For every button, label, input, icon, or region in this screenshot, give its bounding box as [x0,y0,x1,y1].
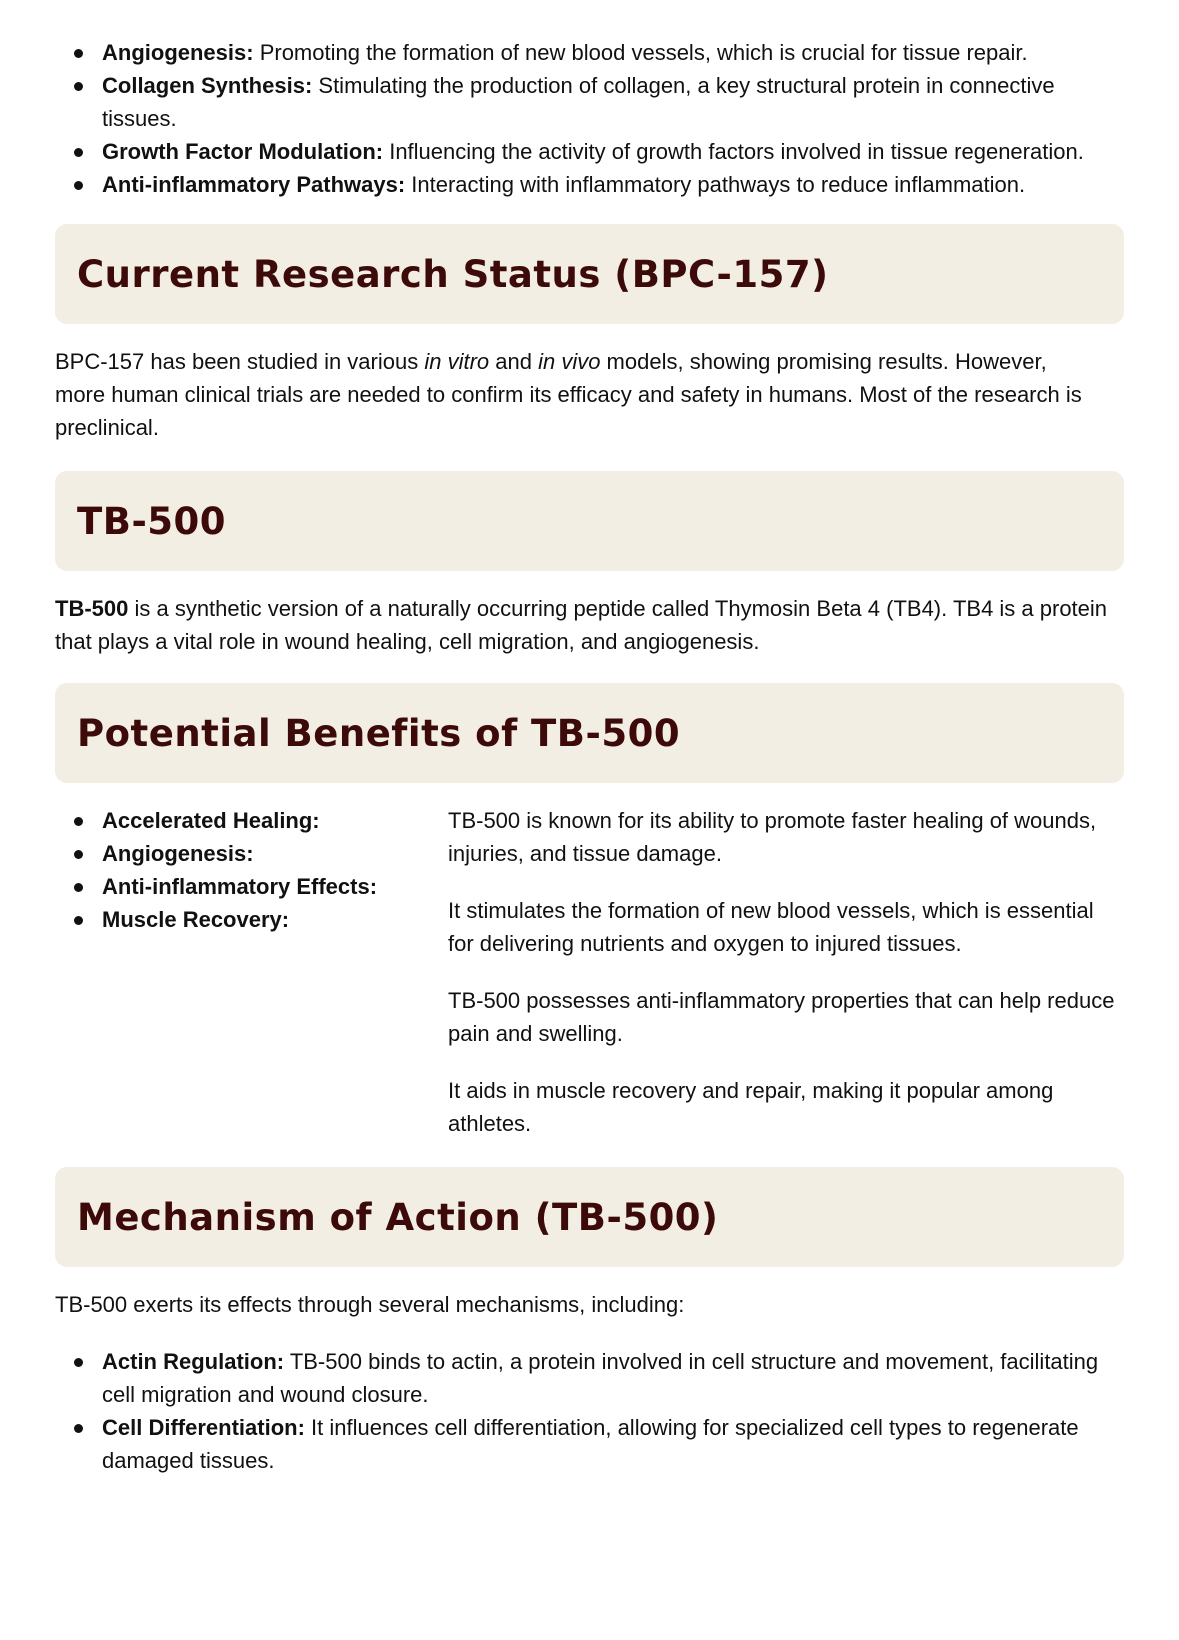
bold-term: TB-500 [55,596,129,621]
list-item-term: Anti-inflammatory Pathways: [102,172,406,197]
benefit-description: It stimulates the formation of new blood vessels, which is essential for delivering nutrients and oxygen to injured tissues. [448,898,1094,956]
paragraph-text: and [489,349,539,374]
list-item-term: Cell Differentiation: [102,1415,305,1440]
list-item-term: Angiogenesis: [102,841,254,866]
emphasis-text: in vivo [538,349,601,374]
list-item-text: Influencing the activity of growth factors involved in tissue regeneration. [383,139,1084,164]
section-heading: Potential Benefits of TB-500 [77,711,681,755]
benefit-description: TB-500 possesses anti-inflammatory properties that can help reduce pain and swelling. [448,988,1115,1046]
list-item-text: Stimulating the production of collagen, a key structural protein in connective tissues. [102,73,1055,131]
list-item [102,69,1112,135]
list-item-text: Promoting the formation of new blood vessels, which is crucial for tissue repair. [253,40,1028,65]
benefit-description: TB-500 is known for its ability to promote faster healing of wounds, injuries, and tissue damage. [448,808,1097,866]
tb500-intro-paragraph [55,592,1115,658]
research-status-paragraph [55,345,1095,444]
paragraph-text: models, showing promising results. However, more human clinical trials are needed to confirm its efficacy and safety in humans. Most of the research is preclinical. [55,349,1082,440]
section-heading: Mechanism of Action (TB-500) [77,1195,719,1239]
section-header-research-status [55,224,1124,324]
list-item-term: Anti-inflammatory Effects: [102,874,378,899]
list-item-term: Muscle Recovery: [102,907,290,932]
benefits-column-left [55,804,448,1140]
list-item-term: Angiogenesis: [102,40,254,65]
list-item [102,168,1112,201]
bpc-mechanism-list [55,0,1112,201]
list-item-term: Collagen Synthesis: [102,73,313,98]
list-item [102,870,448,903]
list-item-term: Growth Factor Modulation: [102,139,384,164]
list-item [102,36,1112,69]
list-item-text: Interacting with inflammatory pathways to reduce inflammation. [405,172,1026,197]
list-item [102,804,448,837]
benefit-description: It aids in muscle recovery and repair, making it popular among athletes. [448,1078,1054,1136]
section-heading: TB-500 [77,499,227,543]
section-header-tb500 [55,471,1124,571]
benefits-column-right [448,804,1124,1140]
benefits-two-column [55,804,1124,1140]
mechanism-list [55,1345,1112,1477]
mechanism-intro: TB-500 exerts its effects through several mechanisms, including: [55,1292,685,1317]
list-item [102,1345,1112,1411]
paragraph-text: is a synthetic version of a naturally occurring peptide called Thymosin Beta 4 (TB4). TB4 is a protein that plays a vital role in wound healing, cell migration, and angiogenesis. [55,596,1108,654]
section-header-benefits [55,683,1124,783]
list-item [102,135,1112,168]
list-item [102,1411,1112,1477]
list-item-text: It influences cell differentiation, allowing for specialized cell types to regenerate damaged tissues. [102,1415,1079,1473]
list-item-text: TB-500 binds to actin, a protein involved in cell structure and movement, facilitating cell migration and wound closure. [102,1349,1099,1407]
emphasis-text: in vitro [424,349,490,374]
section-heading: Current Research Status (BPC-157) [77,252,829,296]
paragraph-text: BPC-157 has been studied in various [55,349,425,374]
list-item [102,837,448,870]
list-item-term: Actin Regulation: [102,1349,285,1374]
list-item [102,903,448,936]
list-item-term: Accelerated Healing: [102,808,320,833]
section-header-mechanism [55,1167,1124,1267]
benefits-list [55,804,448,936]
